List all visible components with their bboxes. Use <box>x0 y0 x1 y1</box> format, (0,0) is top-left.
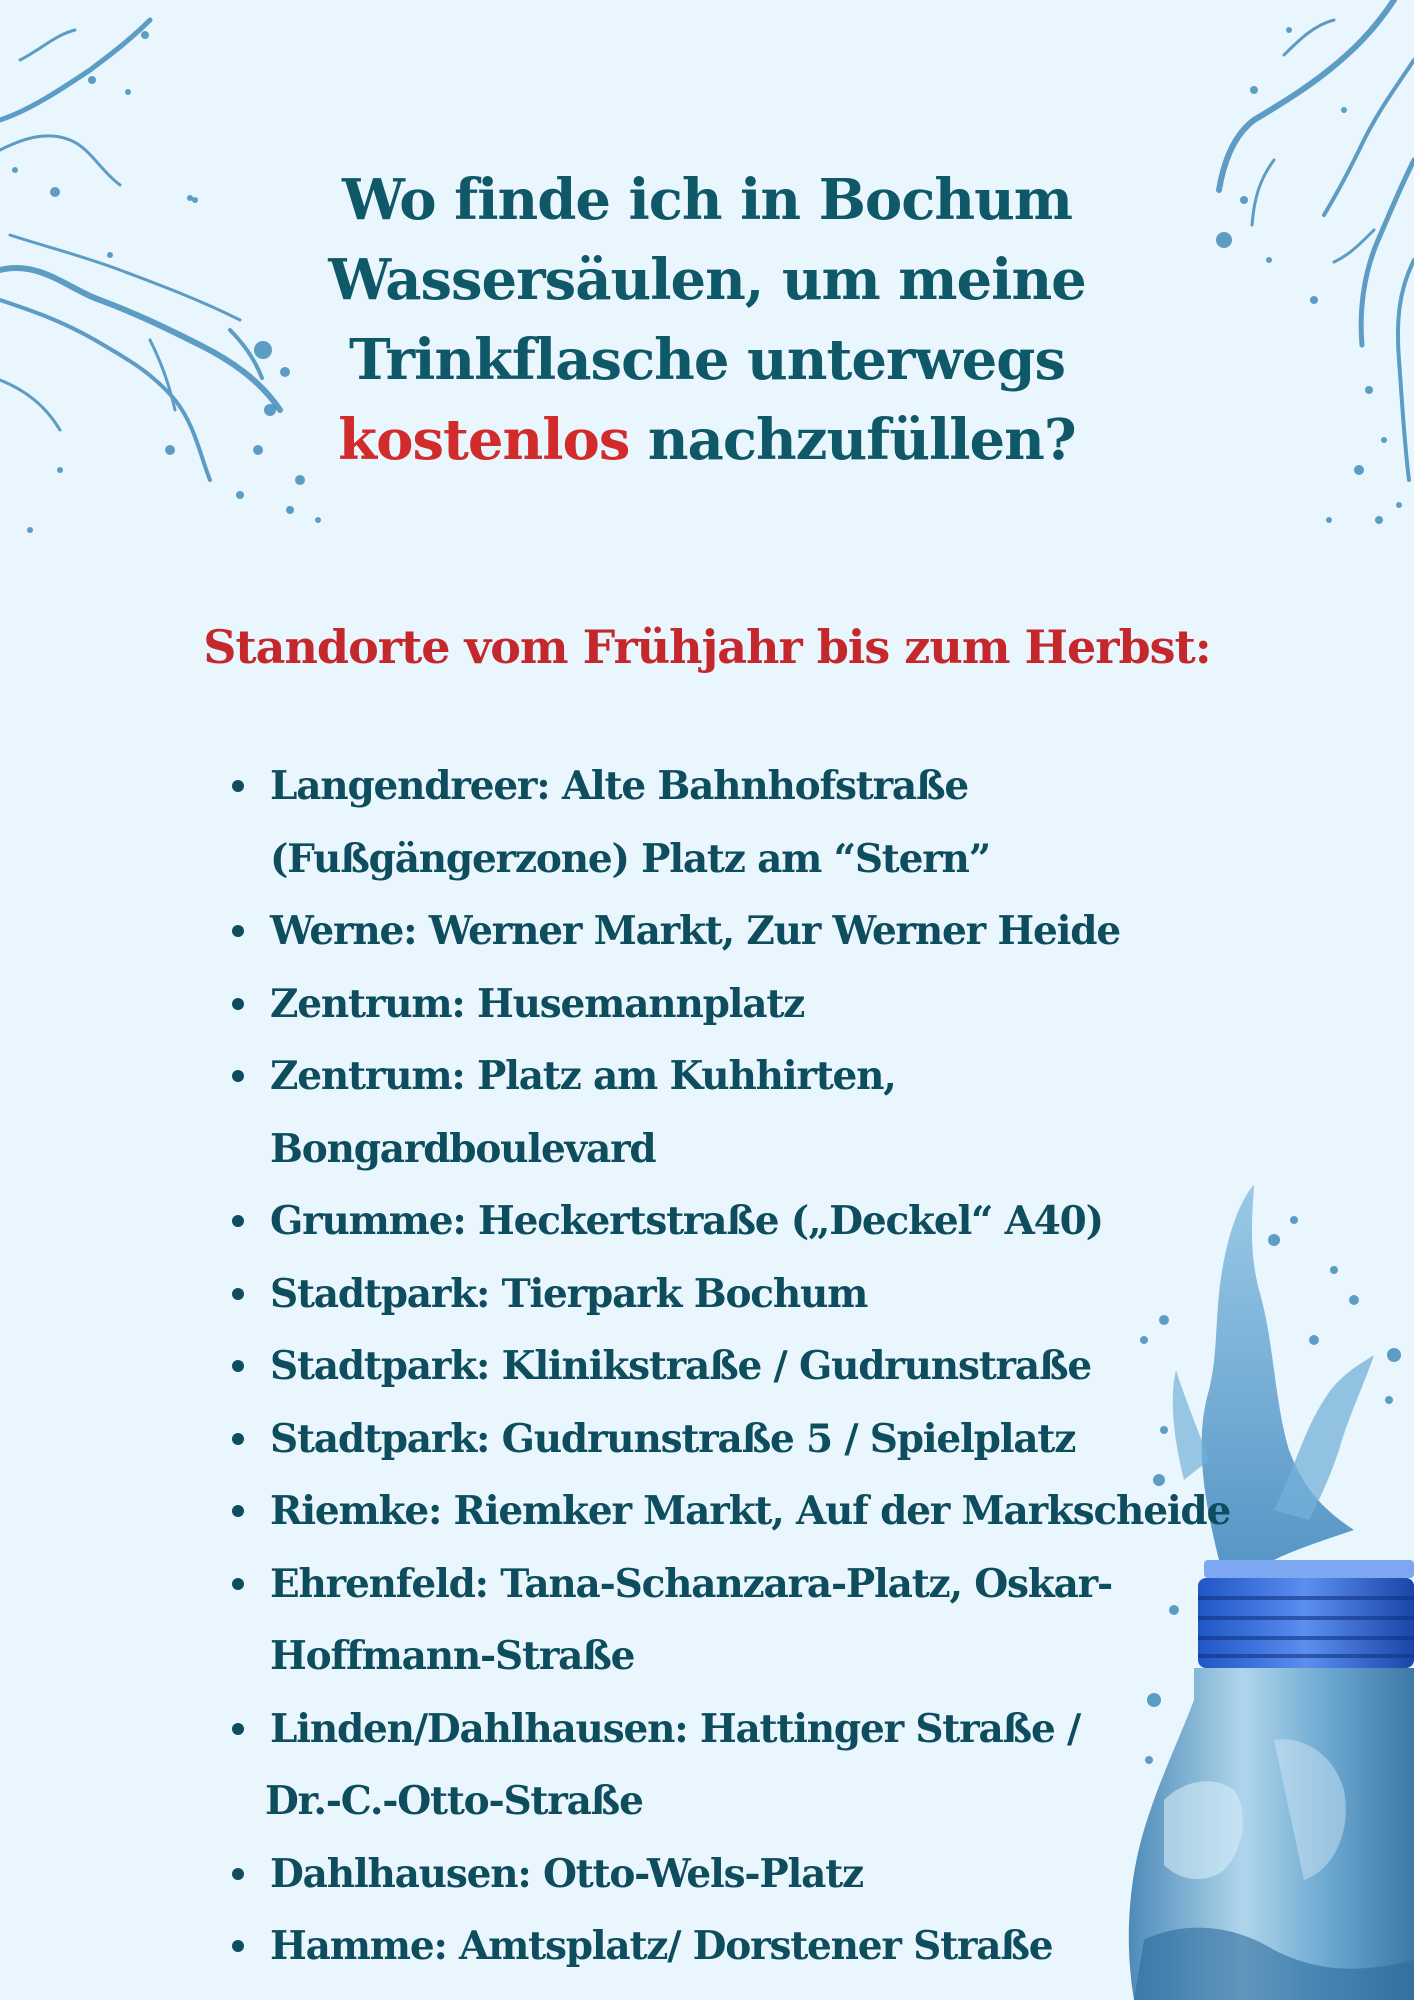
bullet-dot-icon <box>232 1868 244 1880</box>
list-item <box>226 1910 1216 1983</box>
location-line: Stadtpark: Tierpark Bochum <box>270 1270 868 1317</box>
bullet-dot-icon <box>232 1723 244 1735</box>
location-line: Zentrum: Husemannplatz <box>270 980 805 1027</box>
title-line-3: Trinkflasche unterwegs <box>349 327 1065 393</box>
location-line: Zentrum: Platz am Kuhhirten, <box>270 1053 896 1099</box>
bullet-dot-icon <box>232 998 244 1010</box>
location-line: Stadtpark: Klinikstraße / Gudrunstraße <box>270 1343 1091 1389</box>
bullet-dot-icon <box>232 1940 244 1952</box>
bullet-dot-icon <box>232 1578 244 1590</box>
location-line-continued: (Fußgängerzone) Platz am “Stern” <box>270 835 990 882</box>
title-line-2: Wassersäulen, um meine <box>328 247 1086 313</box>
list-item <box>226 1258 1216 1331</box>
poster-title <box>250 160 1164 480</box>
bullet-dot-icon <box>232 1215 244 1227</box>
location-line: Werne: Werner Markt, Zur Werner Heide <box>270 908 1120 954</box>
bullet-dot-icon <box>232 1505 244 1517</box>
location-line-continued: Dr.-C.-Otto-Straße <box>265 1778 643 1824</box>
title-highlight-kostenlos: kostenlos <box>338 407 630 473</box>
location-line: Hamme: Amtsplatz/ Dorstener Straße <box>270 1923 1053 1969</box>
location-line-continued: Hoffmann-Straße <box>270 1633 635 1679</box>
list-item <box>226 968 1216 1041</box>
location-line: Ehrenfeld: Tana-Schanzara-Platz, Oskar- <box>270 1560 1113 1607</box>
location-line-continued: Bongardboulevard <box>270 1125 656 1172</box>
poster-subtitle: Standorte vom Frühjahr bis zum Herbst: <box>203 620 1211 674</box>
location-line: Grumme: Heckertstraße („Deckel“ A40) <box>270 1198 1103 1244</box>
list-item <box>226 1330 1216 1403</box>
location-line: Riemke: Riemker Markt, Auf der Markscheide <box>270 1488 1231 1534</box>
list-item <box>226 1185 1216 1258</box>
bullet-dot-icon <box>232 1288 244 1300</box>
bullet-dot-icon <box>232 1070 244 1082</box>
title-line-4 <box>250 400 1164 480</box>
bullet-dot-icon <box>232 925 244 937</box>
list-item <box>226 1838 1216 1911</box>
list-item <box>226 750 1216 895</box>
title-line-1: Wo finde ich in Bochum <box>341 167 1073 233</box>
list-item <box>226 1475 1231 1548</box>
bullet-dot-icon <box>232 780 244 792</box>
list-item <box>226 1403 1216 1476</box>
bullet-dot-icon <box>232 1360 244 1372</box>
list-item <box>226 1040 1216 1185</box>
list-item <box>226 1548 1216 1693</box>
list-item <box>226 1693 1216 1838</box>
list-item <box>226 895 1216 968</box>
location-line: Stadtpark: Gudrunstraße 5 / Spielplatz <box>270 1415 1076 1462</box>
location-line: Langendreer: Alte Bahnhofstraße <box>270 763 969 809</box>
bullet-dot-icon <box>232 1433 244 1445</box>
locations-list <box>226 750 1231 1983</box>
title-line-4-rest: nachzufüllen? <box>629 407 1076 473</box>
location-line: Dahlhausen: Otto-Wels-Platz <box>270 1850 863 1897</box>
location-line: Linden/Dahlhausen: Hattinger Straße / <box>270 1705 1081 1752</box>
